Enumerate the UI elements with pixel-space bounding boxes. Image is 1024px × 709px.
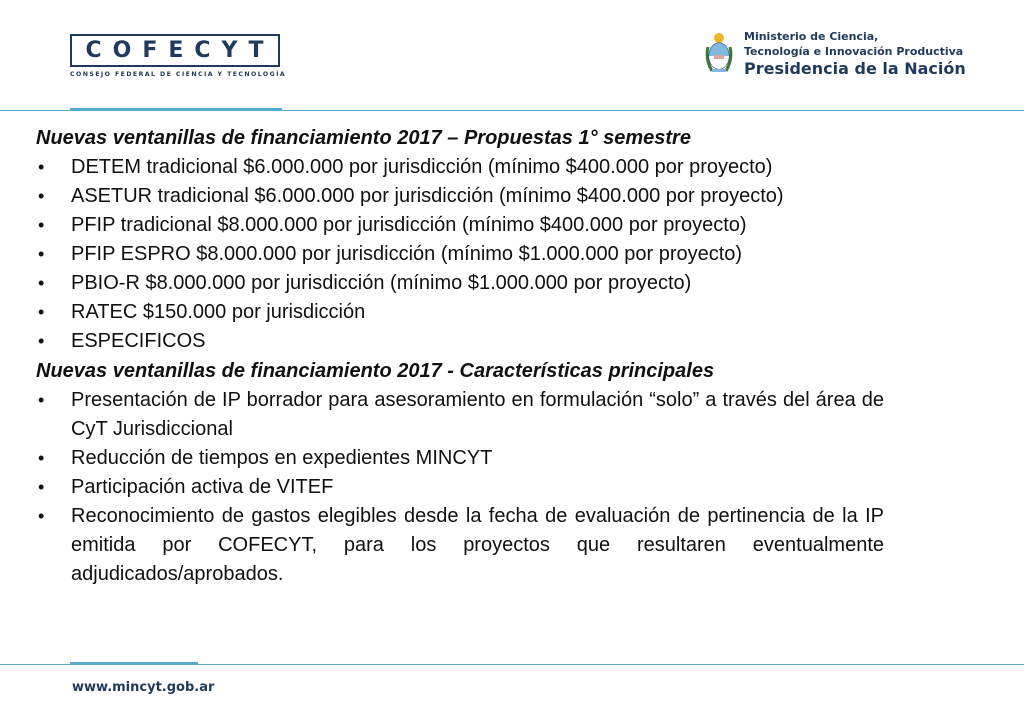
ministry-line-3: Presidencia de la Nación bbox=[744, 59, 966, 78]
list-item: • Reconocimiento de gastos elegibles desde la fecha de evaluación de pertinencia de la IP emitida por COFECYT, para los proyectos que resultaren eventualmente adjudicados/aprobados. bbox=[36, 502, 884, 589]
cofecyt-logo-box bbox=[70, 34, 280, 67]
cofecyt-subtitle: CONSEJO FEDERAL DE CIENCIA Y TECNOLOGÍA bbox=[70, 71, 287, 78]
list-item: • ASETUR tradicional $6.000.000 por jurisdicción (mínimo $400.000 por proyecto) bbox=[36, 182, 884, 211]
list-item: • PBIO-R $8.000.000 por jurisdicción (mínimo $1.000.000 por proyecto) bbox=[36, 269, 884, 298]
list-item: • DETEM tradicional $6.000.000 por jurisdicción (mínimo $400.000 por proyecto) bbox=[36, 153, 884, 182]
national-coat-of-arms-icon bbox=[704, 29, 734, 79]
ministry-line-2: Tecnología e Innovación Productiva bbox=[744, 45, 964, 58]
section1-list bbox=[36, 153, 884, 356]
list-item: • ESPECIFICOS bbox=[36, 327, 884, 356]
list-item: • Reducción de tiempos en expedientes MINCYT bbox=[36, 444, 884, 473]
cofecyt-logo-text: COFECYT bbox=[85, 38, 275, 63]
list-item: • PFIP ESPRO $8.000.000 por jurisdicción (mínimo $1.000.000 por proyecto) bbox=[36, 240, 884, 269]
ministry-logo bbox=[704, 29, 966, 79]
footer-divider-accent bbox=[70, 662, 198, 665]
list-item: • PFIP tradicional $8.000.000 por jurisdicción (mínimo $400.000 por proyecto) bbox=[36, 211, 884, 240]
section2-title: Nuevas ventanillas de financiamiento 2017 - Características principales bbox=[36, 360, 715, 382]
section2-list bbox=[36, 386, 884, 589]
footer-url: www.mincyt.gob.ar bbox=[72, 680, 215, 695]
ministry-line-1: Ministerio de Ciencia, bbox=[744, 30, 879, 43]
cofecyt-logo bbox=[70, 34, 287, 78]
list-item: • RATEC $150.000 por jurisdicción bbox=[36, 298, 884, 327]
ministry-text bbox=[744, 29, 966, 79]
header-divider-accent bbox=[70, 108, 282, 111]
slide-content bbox=[36, 124, 884, 589]
list-item: • Presentación de IP borrador para asesoramiento en formulación “solo” a través del área de CyT Jurisdiccional bbox=[36, 386, 884, 444]
list-item: • Participación activa de VITEF bbox=[36, 473, 884, 502]
section1-title: Nuevas ventanillas de financiamiento 2017 – Propuestas 1° semestre bbox=[36, 127, 691, 149]
